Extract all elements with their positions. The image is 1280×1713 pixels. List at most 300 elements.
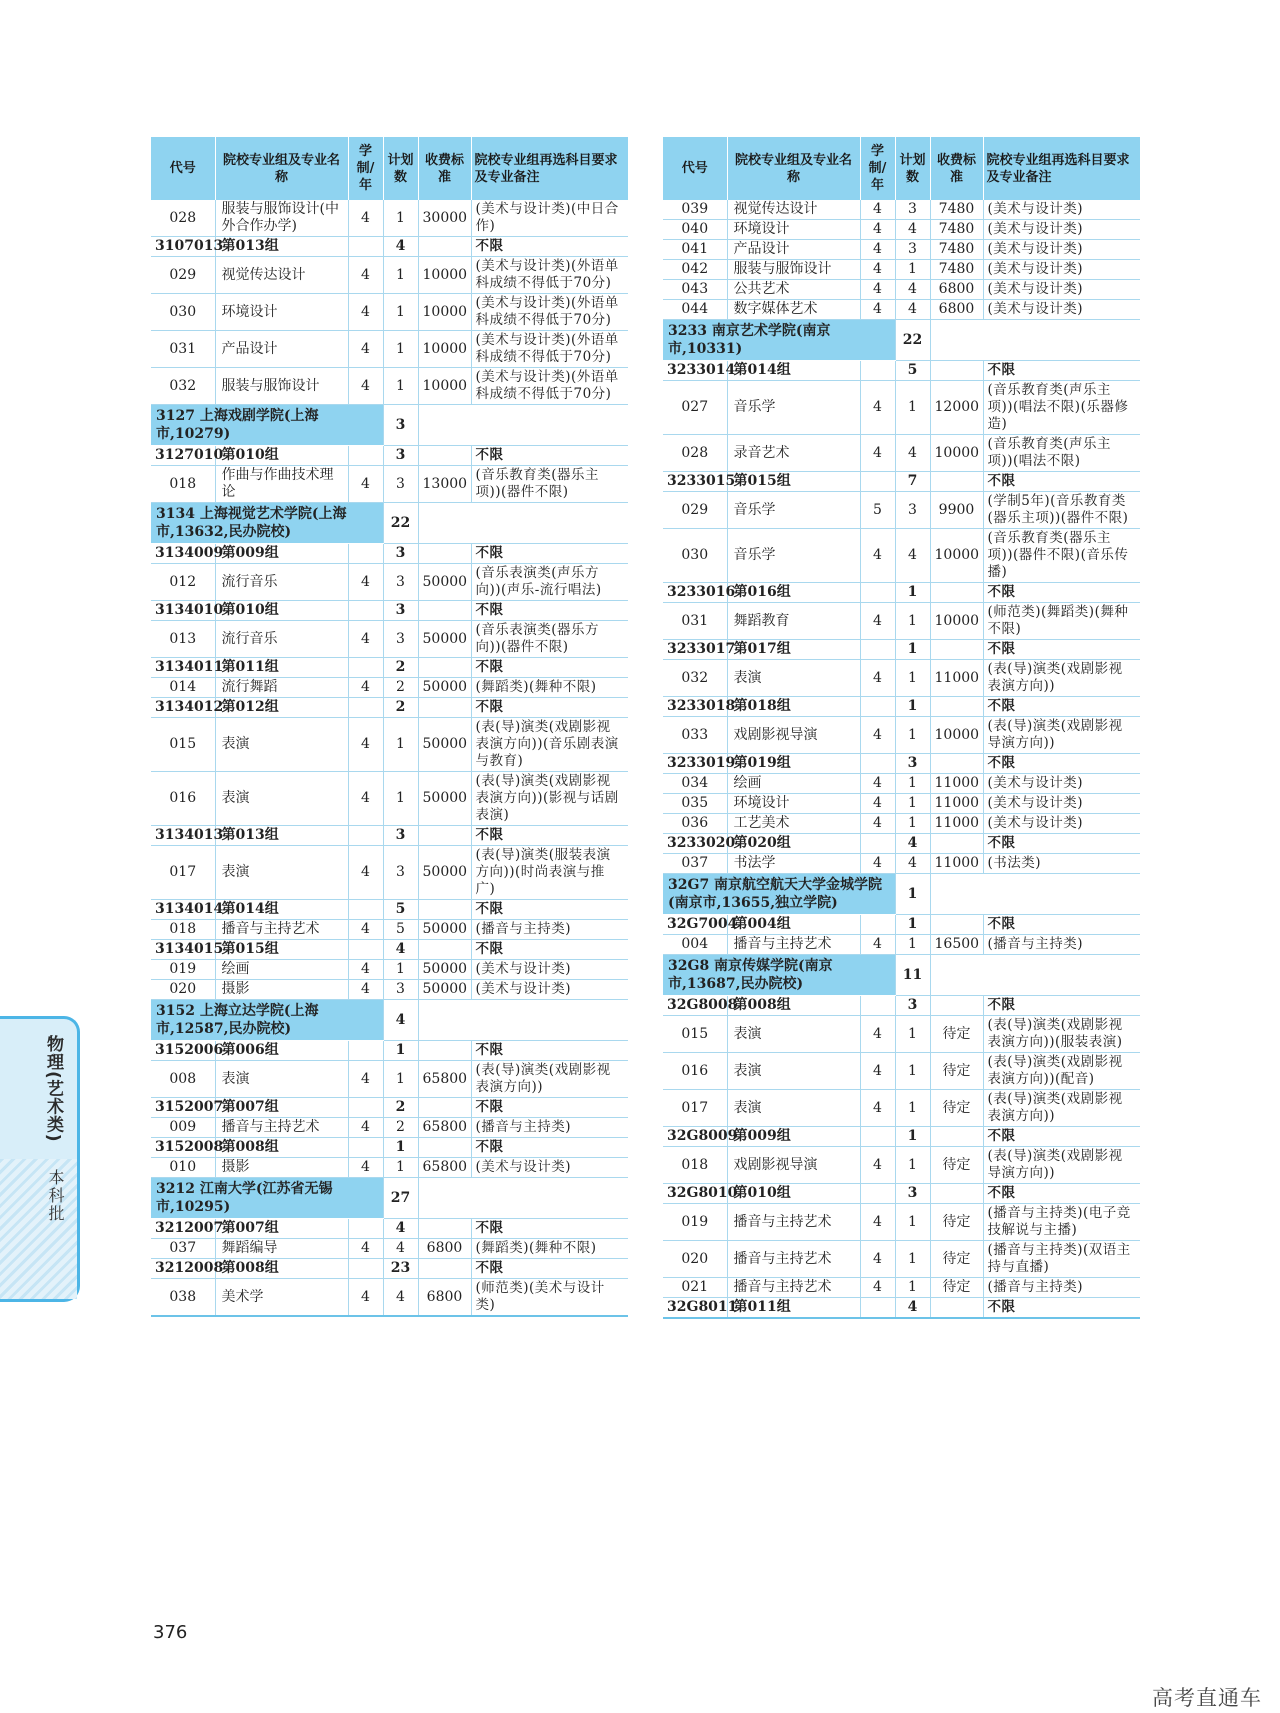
- empty-cell: [860, 1184, 895, 1204]
- major-name: 表演: [215, 718, 348, 772]
- major-code: 017: [663, 1090, 727, 1127]
- empty-cell: [418, 940, 471, 960]
- major-fee: 待定: [930, 1204, 983, 1241]
- major-name: 摄影: [215, 980, 348, 1000]
- empty-cell: [348, 698, 383, 718]
- major-years: 4: [860, 240, 895, 260]
- major-years: 4: [860, 814, 895, 834]
- header-fee: 收费标准: [418, 137, 471, 200]
- major-name: 公共艺术: [727, 280, 860, 300]
- group-requirement: 不限: [471, 698, 628, 718]
- institution-plan: 4: [383, 1000, 418, 1041]
- empty-cell: [418, 1000, 628, 1041]
- empty-cell: [930, 320, 1140, 361]
- major-remarks: (播音与主持类): [471, 1118, 628, 1138]
- group-name: 第009组: [727, 1127, 860, 1147]
- major-code: 021: [663, 1278, 727, 1298]
- header-fee: 收费标准: [930, 137, 983, 200]
- group-name: 第008组: [215, 1138, 348, 1158]
- major-remarks: (美术与设计类): [983, 774, 1140, 794]
- empty-cell: [930, 1298, 983, 1319]
- major-row: [663, 1090, 1140, 1127]
- institution-row: [663, 874, 1140, 915]
- group-plan: 4: [383, 940, 418, 960]
- major-remarks: (音乐教育类(器乐主项))(器件不限)(音乐传播): [983, 529, 1140, 583]
- institution-plan: 27: [383, 1178, 418, 1219]
- major-code: 040: [663, 220, 727, 240]
- major-row: [663, 603, 1140, 640]
- major-years: 4: [348, 331, 383, 368]
- major-fee: 16500: [930, 935, 983, 955]
- major-plan: 1: [383, 960, 418, 980]
- major-remarks: (表(导)演类(戏剧影视表演方向))(影视与话剧表演): [471, 772, 628, 826]
- major-remarks: (美术与设计类): [983, 220, 1140, 240]
- group-code: 32G8010: [663, 1184, 727, 1204]
- major-row: [663, 1147, 1140, 1184]
- group-name: 第011组: [727, 1298, 860, 1319]
- major-remarks: (美术与设计类): [471, 980, 628, 1000]
- major-plan: 1: [383, 1061, 418, 1098]
- major-remarks: (播音与主持类): [471, 920, 628, 940]
- major-code: 010: [151, 1158, 215, 1178]
- group-requirement: 不限: [983, 472, 1140, 492]
- institution-name: 3127 上海戏剧学院(上海市,10279): [151, 405, 383, 446]
- admission-table-left: [151, 137, 628, 1317]
- empty-cell: [418, 698, 471, 718]
- major-years: 4: [348, 564, 383, 601]
- group-name: 第012组: [215, 698, 348, 718]
- major-remarks: (音乐教育类(器乐主项))(器件不限): [471, 466, 628, 503]
- major-name: 服装与服饰设计: [727, 260, 860, 280]
- major-row: [663, 280, 1140, 300]
- major-code: 031: [663, 603, 727, 640]
- group-row: [151, 1138, 628, 1158]
- empty-cell: [930, 640, 983, 660]
- empty-cell: [348, 544, 383, 564]
- empty-cell: [930, 583, 983, 603]
- major-years: 4: [348, 1279, 383, 1317]
- institution-plan: 22: [383, 503, 418, 544]
- major-years: 4: [860, 660, 895, 697]
- major-code: 008: [151, 1061, 215, 1098]
- major-remarks: (美术与设计类): [983, 814, 1140, 834]
- major-name: 产品设计: [215, 331, 348, 368]
- group-row: [663, 1127, 1140, 1147]
- empty-cell: [860, 472, 895, 492]
- group-plan: 4: [383, 237, 418, 257]
- major-plan: 1: [895, 774, 930, 794]
- group-code: 3152008: [151, 1138, 215, 1158]
- major-years: 4: [860, 280, 895, 300]
- major-remarks: (师范类)(舞蹈类)(舞种不限): [983, 603, 1140, 640]
- group-name: 第004组: [727, 915, 860, 935]
- group-plan: 5: [383, 900, 418, 920]
- table-body-left: [151, 200, 628, 1316]
- major-years: 4: [348, 257, 383, 294]
- major-years: 4: [348, 621, 383, 658]
- major-plan: 4: [383, 1239, 418, 1259]
- empty-cell: [348, 1041, 383, 1061]
- major-code: 028: [151, 200, 215, 237]
- major-row: [151, 466, 628, 503]
- major-name: 播音与主持艺术: [727, 1278, 860, 1298]
- group-requirement: 不限: [983, 361, 1140, 381]
- major-remarks: (表(导)演类(戏剧影视表演方向)): [471, 1061, 628, 1098]
- empty-cell: [418, 826, 471, 846]
- major-fee: 6800: [930, 280, 983, 300]
- group-requirement: 不限: [983, 834, 1140, 854]
- major-fee: 11000: [930, 854, 983, 874]
- major-remarks: (学制5年)(音乐教育类(器乐主项))(器件不限): [983, 492, 1140, 529]
- group-requirement: 不限: [983, 583, 1140, 603]
- major-code: 034: [663, 774, 727, 794]
- major-years: 4: [348, 920, 383, 940]
- group-code: 3212008: [151, 1259, 215, 1279]
- major-years: 4: [860, 794, 895, 814]
- major-row: [663, 220, 1140, 240]
- major-years: 4: [348, 772, 383, 826]
- major-row: [151, 1239, 628, 1259]
- major-plan: 4: [383, 1279, 418, 1317]
- major-name: 表演: [727, 1090, 860, 1127]
- group-row: [663, 583, 1140, 603]
- major-years: 4: [348, 200, 383, 237]
- major-remarks: (音乐教育类(声乐主项))(唱法不限): [983, 435, 1140, 472]
- major-years: 4: [860, 603, 895, 640]
- major-plan: 1: [895, 660, 930, 697]
- major-years: 4: [860, 1090, 895, 1127]
- major-years: 4: [348, 1061, 383, 1098]
- institution-row: [151, 503, 628, 544]
- major-fee: 11000: [930, 794, 983, 814]
- major-plan: 1: [895, 260, 930, 280]
- header-years: 学制/年: [348, 137, 383, 200]
- group-code: 3134011: [151, 658, 215, 678]
- major-fee: 10000: [418, 257, 471, 294]
- group-plan: 3: [895, 996, 930, 1016]
- major-code: 030: [663, 529, 727, 583]
- major-fee: 13000: [418, 466, 471, 503]
- group-row: [663, 361, 1140, 381]
- major-row: [151, 1118, 628, 1138]
- group-requirement: 不限: [471, 237, 628, 257]
- major-remarks: (美术与设计类): [983, 240, 1140, 260]
- major-row: [663, 1241, 1140, 1278]
- major-code: 013: [151, 621, 215, 658]
- empty-cell: [418, 1219, 471, 1239]
- major-fee: 50000: [418, 564, 471, 601]
- group-code: 3233020: [663, 834, 727, 854]
- empty-cell: [418, 900, 471, 920]
- major-code: 028: [663, 435, 727, 472]
- major-years: 4: [348, 678, 383, 698]
- major-years: 4: [860, 381, 895, 435]
- major-row: [151, 718, 628, 772]
- empty-cell: [930, 1127, 983, 1147]
- major-remarks: (美术与设计类)(外语单科成绩不得低于70分): [471, 368, 628, 405]
- group-row: [151, 1219, 628, 1239]
- major-years: 4: [860, 774, 895, 794]
- major-years: 4: [860, 300, 895, 320]
- right-column: [663, 137, 1140, 1319]
- major-remarks: (舞蹈类)(舞种不限): [471, 678, 628, 698]
- major-row: [151, 678, 628, 698]
- group-row: [151, 940, 628, 960]
- group-row: [151, 1041, 628, 1061]
- major-years: 4: [860, 1278, 895, 1298]
- institution-plan: 22: [895, 320, 930, 361]
- major-code: 020: [151, 980, 215, 1000]
- group-requirement: 不限: [983, 754, 1140, 774]
- major-name: 流行音乐: [215, 621, 348, 658]
- empty-cell: [930, 472, 983, 492]
- major-plan: 1: [383, 294, 418, 331]
- major-row: [663, 435, 1140, 472]
- major-row: [663, 1278, 1140, 1298]
- group-requirement: 不限: [471, 1098, 628, 1118]
- major-name: 戏剧影视导演: [727, 1147, 860, 1184]
- major-plan: 1: [383, 718, 418, 772]
- empty-cell: [860, 1298, 895, 1319]
- major-plan: 1: [895, 1241, 930, 1278]
- group-row: [663, 996, 1140, 1016]
- major-plan: 1: [895, 1147, 930, 1184]
- empty-cell: [860, 361, 895, 381]
- major-remarks: (美术与设计类)(外语单科成绩不得低于70分): [471, 294, 628, 331]
- header-code: 代号: [151, 137, 215, 200]
- major-plan: 4: [895, 854, 930, 874]
- major-remarks: (美术与设计类): [983, 280, 1140, 300]
- major-name: 音乐学: [727, 381, 860, 435]
- major-years: 4: [348, 846, 383, 900]
- major-remarks: (播音与主持类): [983, 935, 1140, 955]
- major-fee: 6800: [930, 300, 983, 320]
- group-code: 3134010: [151, 601, 215, 621]
- group-code: 3107013: [151, 237, 215, 257]
- major-row: [663, 717, 1140, 754]
- major-plan: 3: [383, 564, 418, 601]
- group-code: 3134012: [151, 698, 215, 718]
- major-years: 4: [860, 1241, 895, 1278]
- empty-cell: [348, 940, 383, 960]
- major-remarks: (表(导)演类(戏剧影视导演方向)): [983, 1147, 1140, 1184]
- major-years: 4: [860, 435, 895, 472]
- major-remarks: (美术与设计类): [983, 200, 1140, 220]
- major-fee: 10000: [930, 603, 983, 640]
- empty-cell: [930, 915, 983, 935]
- admission-table-right: [663, 137, 1140, 1319]
- page-number: 376: [153, 1622, 188, 1643]
- major-name: 录音艺术: [727, 435, 860, 472]
- group-plan: 5: [895, 361, 930, 381]
- major-name: 服装与服饰设计: [215, 368, 348, 405]
- group-plan: 3: [383, 544, 418, 564]
- group-code: 3134015: [151, 940, 215, 960]
- major-fee: 待定: [930, 1016, 983, 1053]
- group-requirement: 不限: [471, 544, 628, 564]
- group-name: 第010组: [727, 1184, 860, 1204]
- group-plan: 1: [383, 1138, 418, 1158]
- institution-row: [151, 1000, 628, 1041]
- major-plan: 3: [895, 200, 930, 220]
- major-fee: 50000: [418, 920, 471, 940]
- major-row: [663, 854, 1140, 874]
- group-row: [663, 697, 1140, 717]
- major-code: 017: [151, 846, 215, 900]
- major-remarks: (美术与设计类): [471, 1158, 628, 1178]
- major-plan: 1: [895, 381, 930, 435]
- major-name: 播音与主持艺术: [727, 935, 860, 955]
- major-row: [151, 1279, 628, 1317]
- major-years: 4: [348, 960, 383, 980]
- major-remarks: (表(导)演类(戏剧影视表演方向))(服装表演): [983, 1016, 1140, 1053]
- group-code: 3233014: [663, 361, 727, 381]
- group-plan: 1: [895, 583, 930, 603]
- major-code: 043: [663, 280, 727, 300]
- group-plan: 23: [383, 1259, 418, 1279]
- major-row: [151, 772, 628, 826]
- major-row: [151, 368, 628, 405]
- major-plan: 5: [383, 920, 418, 940]
- group-plan: 4: [895, 1298, 930, 1319]
- major-plan: 3: [895, 240, 930, 260]
- major-row: [151, 294, 628, 331]
- major-fee: 50000: [418, 621, 471, 658]
- major-plan: 1: [383, 257, 418, 294]
- group-requirement: 不限: [471, 1041, 628, 1061]
- major-years: 4: [860, 200, 895, 220]
- empty-cell: [418, 237, 471, 257]
- group-code: 3134014: [151, 900, 215, 920]
- group-plan: 4: [383, 1219, 418, 1239]
- group-name: 第010组: [215, 446, 348, 466]
- major-code: 032: [663, 660, 727, 697]
- empty-cell: [860, 996, 895, 1016]
- empty-cell: [348, 1219, 383, 1239]
- major-plan: 4: [895, 280, 930, 300]
- institution-name: 3233 南京艺术学院(南京市,10331): [663, 320, 895, 361]
- major-fee: 50000: [418, 846, 471, 900]
- group-code: 3127010: [151, 446, 215, 466]
- major-name: 表演: [215, 1061, 348, 1098]
- group-requirement: 不限: [471, 1219, 628, 1239]
- major-remarks: (表(导)演类(戏剧影视表演方向))(音乐剧表演与教育): [471, 718, 628, 772]
- empty-cell: [348, 1138, 383, 1158]
- major-fee: 10000: [418, 331, 471, 368]
- institution-name: 3212 江南大学(江苏省无锡市,10295): [151, 1178, 383, 1219]
- empty-cell: [348, 601, 383, 621]
- major-plan: 4: [895, 220, 930, 240]
- major-row: [151, 331, 628, 368]
- major-plan: 3: [383, 621, 418, 658]
- major-plan: 3: [383, 846, 418, 900]
- group-code: 3152007: [151, 1098, 215, 1118]
- group-requirement: 不限: [983, 1184, 1140, 1204]
- group-row: [151, 1259, 628, 1279]
- group-code: 3212007: [151, 1219, 215, 1239]
- major-code: 004: [663, 935, 727, 955]
- empty-cell: [930, 697, 983, 717]
- group-name: 第010组: [215, 601, 348, 621]
- major-name: 作曲与作曲技术理论: [215, 466, 348, 503]
- empty-cell: [930, 754, 983, 774]
- group-row: [151, 1098, 628, 1118]
- major-fee: 待定: [930, 1090, 983, 1127]
- major-fee: 7480: [930, 260, 983, 280]
- group-code: 3134013: [151, 826, 215, 846]
- major-remarks: (师范类)(美术与设计类): [471, 1279, 628, 1317]
- major-row: [151, 200, 628, 237]
- empty-cell: [348, 1259, 383, 1279]
- table-body-right: [663, 200, 1140, 1318]
- major-name: 音乐学: [727, 529, 860, 583]
- major-name: 播音与主持艺术: [215, 1118, 348, 1138]
- header-remarks: 院校专业组再选科目要求及专业备注: [983, 137, 1140, 200]
- group-row: [151, 826, 628, 846]
- group-plan: 1: [895, 640, 930, 660]
- group-code: 3233016: [663, 583, 727, 603]
- group-row: [151, 658, 628, 678]
- major-code: 027: [663, 381, 727, 435]
- major-code: 018: [663, 1147, 727, 1184]
- major-name: 音乐学: [727, 492, 860, 529]
- group-plan: 2: [383, 1098, 418, 1118]
- empty-cell: [860, 697, 895, 717]
- major-remarks: (书法类): [983, 854, 1140, 874]
- major-years: 4: [860, 854, 895, 874]
- major-years: 4: [348, 980, 383, 1000]
- group-requirement: 不限: [471, 1138, 628, 1158]
- major-years: 4: [860, 220, 895, 240]
- group-name: 第020组: [727, 834, 860, 854]
- empty-cell: [348, 658, 383, 678]
- institution-row: [151, 1178, 628, 1219]
- empty-cell: [860, 640, 895, 660]
- empty-cell: [418, 1138, 471, 1158]
- major-row: [663, 300, 1140, 320]
- major-name: 舞蹈教育: [727, 603, 860, 640]
- group-plan: 3: [895, 1184, 930, 1204]
- institution-name: 3134 上海视觉艺术学院(上海市,13632,民办院校): [151, 503, 383, 544]
- major-row: [663, 529, 1140, 583]
- empty-cell: [930, 955, 1140, 996]
- group-requirement: 不限: [471, 900, 628, 920]
- major-name: 环境设计: [727, 220, 860, 240]
- major-fee: 9900: [930, 492, 983, 529]
- major-plan: 3: [383, 980, 418, 1000]
- major-remarks: (美术与设计类): [983, 300, 1140, 320]
- major-remarks: (表(导)演类(戏剧影视表演方向))(配音): [983, 1053, 1140, 1090]
- major-row: [151, 257, 628, 294]
- group-name: 第007组: [215, 1098, 348, 1118]
- major-name: 数字媒体艺术: [727, 300, 860, 320]
- group-name: 第008组: [215, 1259, 348, 1279]
- major-years: 4: [860, 529, 895, 583]
- institution-plan: 11: [895, 955, 930, 996]
- major-plan: 1: [895, 814, 930, 834]
- major-plan: 1: [383, 1158, 418, 1178]
- group-row: [151, 900, 628, 920]
- group-name: 第009组: [215, 544, 348, 564]
- major-years: 4: [860, 260, 895, 280]
- group-name: 第017组: [727, 640, 860, 660]
- major-fee: 10000: [930, 435, 983, 472]
- group-plan: 1: [383, 1041, 418, 1061]
- major-plan: 3: [383, 466, 418, 503]
- header-major: 院校专业组及专业名称: [215, 137, 348, 200]
- major-years: 4: [348, 466, 383, 503]
- major-remarks: (表(导)演类(服装表演方向))(时尚表演与推广): [471, 846, 628, 900]
